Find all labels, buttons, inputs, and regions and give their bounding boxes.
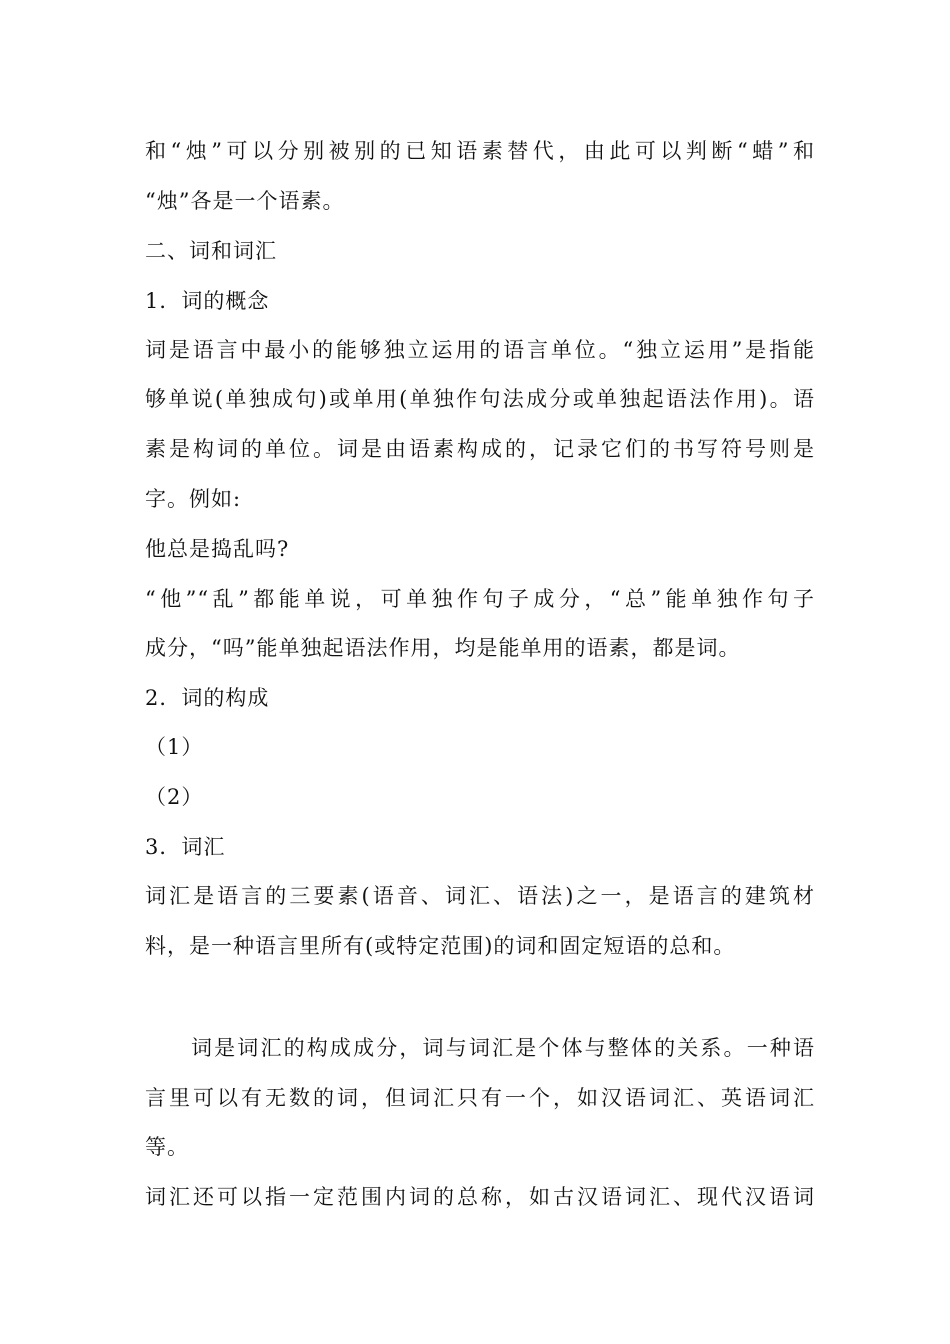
- text-line: 词汇还可以指一定范围内词的总称，如古汉语词汇、现代汉语词: [145, 1185, 815, 1209]
- text-line: “他”“乱”都能单说，可单独作句子成分，“总”能单独作句子: [145, 587, 815, 611]
- subsection-heading: 3．词汇: [145, 835, 226, 859]
- text-line: “烛”各是一个语素。: [145, 189, 345, 213]
- text-line: 料，是一种语言里所有(或特定范围)的词和固定短语的总和。: [145, 934, 736, 958]
- text-line: 够单说(单独成句)或单用(单独作句法成分或单独起语法作用)。语: [145, 387, 815, 411]
- text-line: 言里可以有无数的词，但词汇只有一个，如汉语词汇、英语词汇: [145, 1086, 815, 1110]
- text-line: 词汇是语言的三要素(语音、词汇、语法)之一，是语言的建筑材: [145, 884, 815, 908]
- subsection-heading: 2．词的构成: [145, 686, 270, 710]
- text-line: 词是词汇的构成成分，词与词汇是个体与整体的关系。一种语: [191, 1036, 815, 1060]
- text-line: 字。例如:: [145, 487, 242, 511]
- text-line: 素是构词的单位。词是由语素构成的，记录它们的书写符号则是: [145, 437, 815, 461]
- text-line: 等。: [145, 1135, 189, 1159]
- text-line: 和“烛”可以分别被别的已知语素替代，由此可以判断“蜡”和: [145, 139, 815, 163]
- example-sentence: 他总是捣乱吗?: [145, 537, 290, 561]
- list-item: （1）: [145, 735, 204, 759]
- text-line: 词是语言中最小的能够独立运用的语言单位。“独立运用”是指能: [145, 338, 815, 362]
- subsection-heading: 1．词的概念: [145, 289, 270, 313]
- section-heading: 二、词和词汇: [145, 239, 277, 263]
- text-line: 成分，“吗”能单独起语法作用，均是能单用的语素，都是词。: [145, 636, 741, 660]
- list-item: （2）: [145, 785, 204, 809]
